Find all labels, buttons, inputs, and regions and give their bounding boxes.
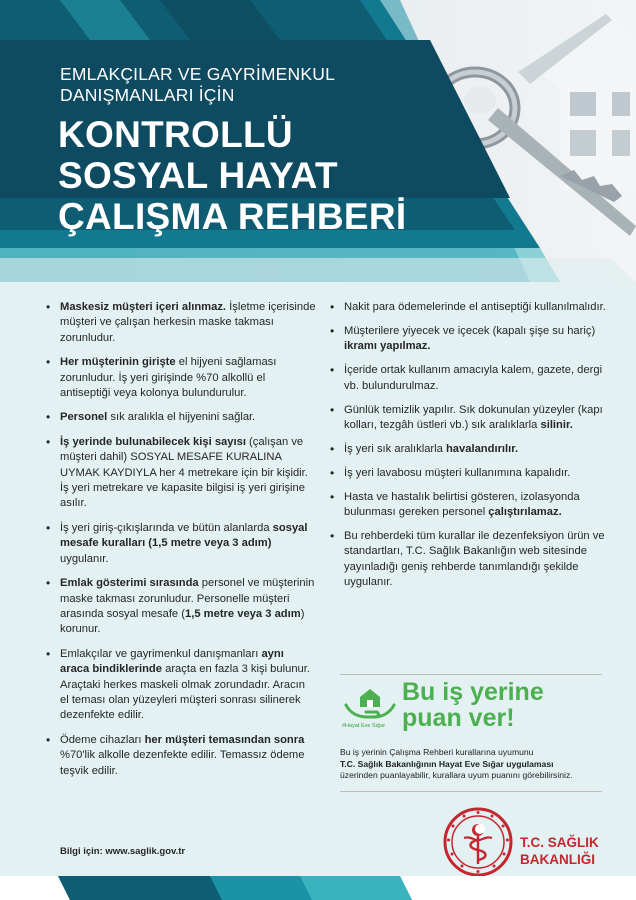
content-area <box>0 282 636 900</box>
badge-text-line-3: üzerinden puanlayabilir, kurallara uyum puanını görebilirsiniz. <box>340 770 573 781</box>
hands-house-icon <box>344 683 396 723</box>
list-item: • İş yeri lavabosu müşteri kullanımına kapalıdır. <box>330 466 606 481</box>
list-item: • Nakit para ödemelerinde el antiseptiği kullanılmalıdır. <box>330 300 606 315</box>
page-title <box>58 114 518 237</box>
divider <box>340 791 602 792</box>
rating-badge <box>340 674 602 792</box>
header-subtitle <box>60 64 480 106</box>
rules-list-left <box>46 300 316 779</box>
badge-description <box>340 747 602 782</box>
title-line-2: SOSYAL HAYAT <box>58 155 338 196</box>
title-line-3: ÇALIŞMA REHBERİ <box>58 196 407 237</box>
subtitle-line-2: DANIŞMANLARI İÇİN <box>60 85 235 105</box>
right-column <box>330 300 606 599</box>
house-icon <box>518 14 636 190</box>
list-item: • Bu rehberdeki tüm kurallar ile dezenfeksiyon ürün ve standartları, T.C. Sağlık Bakanlığın web sitesinde yayınladığı geniş rehberde tanımlandığı şekilde uygulanır. <box>330 529 606 591</box>
list-item: • Emlak gösterimi sırasında personel ve müşterinin maske takması zorunludur. Personelle müşteri arasında sosyal mesafe (1,5 metre veya 3 adım) korunur. <box>46 576 316 638</box>
header-banner <box>0 0 636 282</box>
badge-title <box>402 679 544 731</box>
footer-stripe <box>0 876 636 900</box>
list-item: • Hasta ve hastalık belirtisi gösteren, izolasyonda bulunması gereken personel çalıştırılamaz. <box>330 490 606 521</box>
list-item: • İçeride ortak kullanım amacıyla kalem, gazete, dergi vb. bulundurulmaz. <box>330 363 606 394</box>
info-link[interactable]: Bilgi için: www.saglik.gov.tr <box>60 846 186 857</box>
left-column <box>46 300 316 788</box>
list-item: • İş yeri sık aralıklarla havalandırılır. <box>330 442 606 457</box>
title-line-1: KONTROLLÜ <box>58 114 293 155</box>
badge-text-line-2: T.C. Sağlık Bakanlığının Hayat Eve Sığar uygulaması <box>340 758 554 769</box>
ministry-name <box>520 834 599 868</box>
ministry-emblem-icon <box>442 806 514 878</box>
list-item: • İş yerinde bulunabilecek kişi sayısı (çalışan ve müşteri dahil) SOSYAL MESAFE KURALINA UYMAK KAYDIYLA her 4 metrekare için bir kişidir. İş yeri metrekare ve kapasite bilgisi iş yeri girişine asılır. <box>46 435 316 512</box>
badge-title-line-1: Bu iş yerine <box>402 678 544 706</box>
rules-list-right <box>330 300 606 591</box>
list-item: • Personel sık aralıkla el hijyenini sağlar. <box>46 410 316 425</box>
list-item: • Müşterilere yiyecek ve içecek (kapalı şişe su hariç) ikramı yapılmaz. <box>330 324 606 355</box>
list-item: • Ödeme cihazları her müşteri temasından sonra %70'lik alkolle dezenfekte edilir. Temassız ödeme teşvik edilir. <box>46 733 316 779</box>
list-item: • Emlakçılar ve gayrimenkul danışmanları aynı araca bindiklerinde araçta en fazla 3 kişi bulunur. Araçtaki herkes maskeli olmak zorundadır. Aracın el teması olan yüzeyleri müşteri sonrası silinerek dezenfekte edilir. <box>46 647 316 724</box>
badge-text-line-1: Bu iş yerinin Çalışma Rehberi kurallarına uyumunu <box>340 747 534 757</box>
subtitle-line-1: EMLAKÇILAR VE GAYRİMENKUL <box>60 64 336 84</box>
list-item: • İş yeri giriş-çıkışlarında ve bütün alanlarda sosyal mesafe kuralları (1,5 metre veya 3 adım) uygulanır. <box>46 521 316 567</box>
ministry-name-line-2: BAKANLIĞI <box>520 852 595 867</box>
ministry-logo <box>440 806 610 878</box>
list-item: • Günlük temizlik yapılır. Sık dokunulan yüzeyler (kapı kolları, tezgâh üstleri vb.) sık aralıklarla silinir. <box>330 403 606 434</box>
hashtag-label: #Hayat Eve Sığar <box>342 723 386 729</box>
list-item: • Maskesiz müşteri içeri alınmaz. İşletme içerisinde müşteri ve çalışan herkesin maske takması zorunludur. <box>46 300 316 346</box>
list-item: • Her müşterinin girişte el hijyeni sağlaması zorunludur. İş yeri girişinde %70 alkollü el antiseptiği veya kolonya bulundurulur. <box>46 355 316 401</box>
badge-title-line-2: puan ver! <box>402 704 515 732</box>
ministry-name-line-1: T.C. SAĞLIK <box>520 835 599 850</box>
